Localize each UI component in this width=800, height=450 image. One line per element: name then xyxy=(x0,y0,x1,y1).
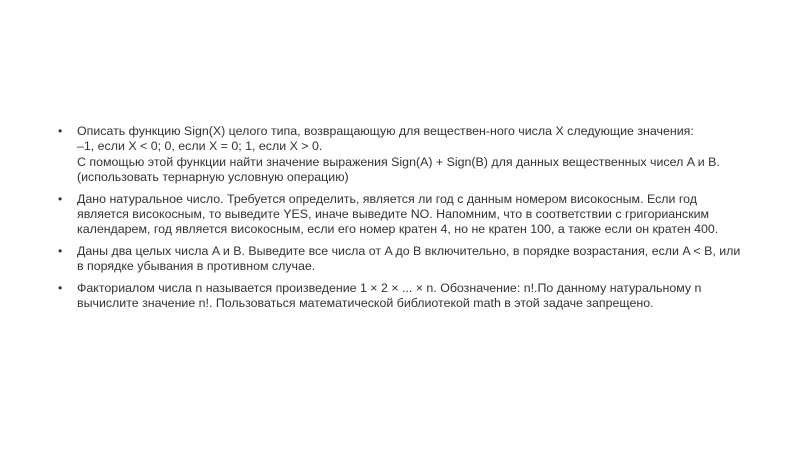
task-text-range-output: Даны два целых числа A и B. Выведите все числа от A до B включительно, в порядке возрастания, если A < B, или в порядке убывания в противном случае. xyxy=(77,243,741,274)
bullet-icon: • xyxy=(58,124,63,138)
list-item xyxy=(58,281,748,312)
task-text-factorial: Факториалом числа n называется произведение 1 × 2 × ... × n. Обозначение: n!.По данному натуральному n вычислите значение n!. Пользоваться математической библиотекой math в этой задаче запрещено. xyxy=(77,280,702,311)
bullet-icon: • xyxy=(58,280,63,295)
bullet-icon: • xyxy=(58,243,63,258)
bullet-icon: • xyxy=(58,191,63,206)
task-text-sign-function: Описать функцию Sign(X) целого типа, возвращающую для веществен-ного числа X следующие значения: –1, если X < 0; 0, если X = 0; 1, если X > 0. С помощью этой функции найти значение выражения Sign(A) + Sign(B) для данных вещественных чисел A и B. (использовать тернарную условную операцию) xyxy=(77,124,720,185)
task-list xyxy=(58,124,748,317)
list-item xyxy=(58,124,748,186)
task-text-leap-year: Дано натуральное число. Требуется определить, является ли год с данным номером високосным. Если год является високосным, то выведите YES, иначе выведите NO. Напомним, что в соответствии с григорианским календарем, год является високосным, если его номер кратен 4, но не кратен 100, а также если он кратен 400. xyxy=(77,191,719,237)
list-item xyxy=(58,244,748,275)
list-item xyxy=(58,192,748,238)
